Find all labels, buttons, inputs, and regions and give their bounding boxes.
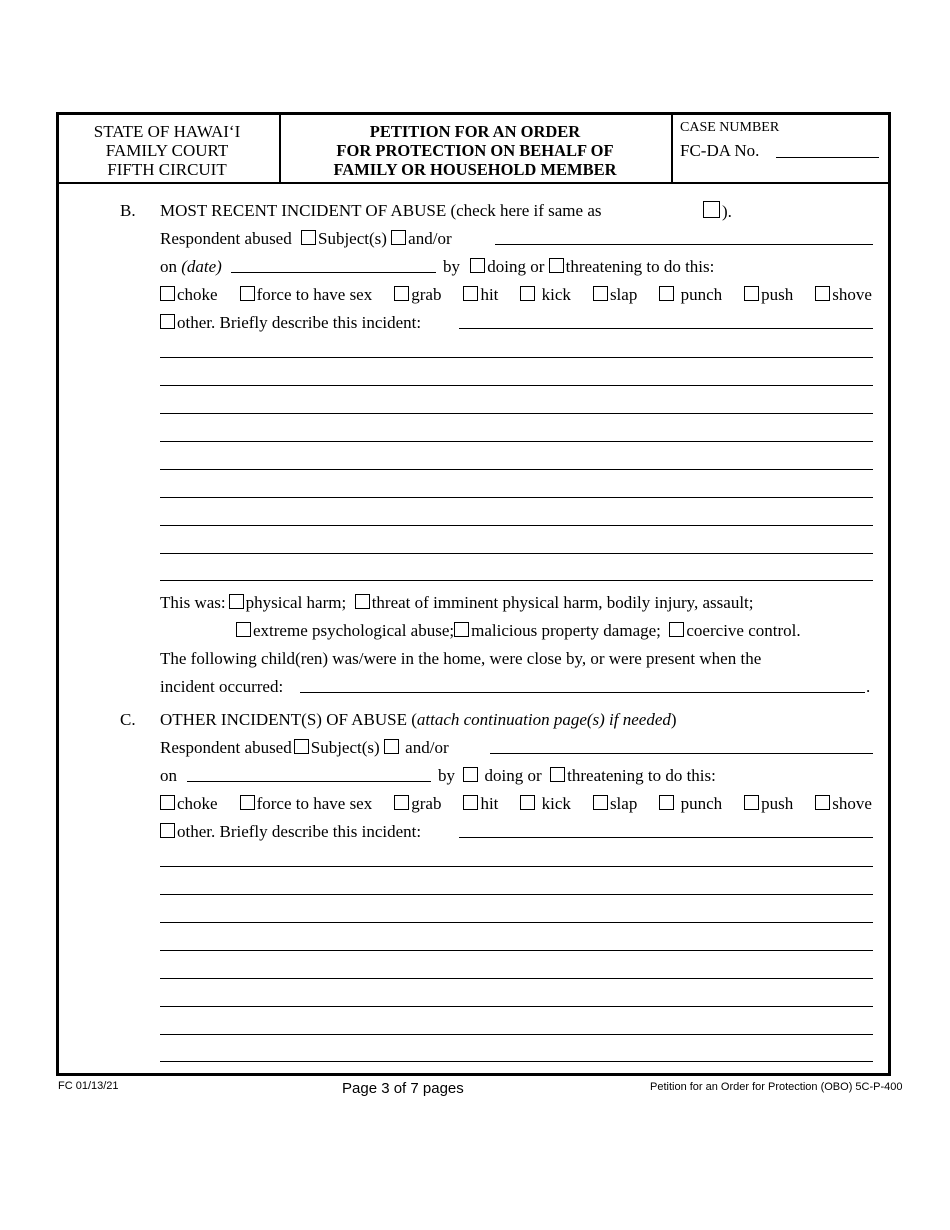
children-label: incident occurred:	[160, 677, 284, 696]
respondent-abused-label: Respondent abused	[160, 229, 292, 248]
act-checkbox[interactable]	[160, 286, 175, 301]
describe-line[interactable]	[160, 413, 873, 414]
act-option	[815, 794, 872, 814]
act-label: shove	[832, 794, 872, 813]
act-option	[394, 794, 441, 814]
other-label: other. Briefly describe this incident:	[177, 313, 422, 332]
act-option	[160, 794, 218, 814]
harm-label: coercive control.	[686, 621, 801, 640]
other-checkbox[interactable]	[160, 314, 175, 329]
harm-checkbox[interactable]	[669, 622, 684, 637]
children-text: The following child(ren) was/were in the home, were close by, or were present when the	[160, 649, 762, 668]
title-line: PETITION FOR AN ORDER	[369, 122, 581, 141]
respondent-abused-label: Respondent abused	[160, 738, 292, 757]
subjects-checkbox[interactable]	[294, 739, 309, 754]
act-label: hit	[480, 794, 499, 813]
header-divider	[279, 114, 281, 184]
by-row	[438, 766, 716, 786]
act-option	[744, 285, 793, 305]
and-or-checkbox[interactable]	[384, 739, 399, 754]
act-label: shove	[832, 285, 872, 304]
other-person-field[interactable]	[490, 753, 873, 754]
act-option	[659, 285, 722, 305]
act-label: punch	[680, 285, 723, 304]
act-checkbox[interactable]	[394, 286, 409, 301]
form-title: Petition for an Order for Protection (OBO) 5C-P-400	[650, 1081, 903, 1093]
harm-checkbox[interactable]	[454, 622, 469, 637]
date-field[interactable]	[187, 781, 431, 782]
act-label: hit	[480, 285, 499, 304]
acts-row	[160, 794, 872, 814]
act-checkbox[interactable]	[463, 795, 478, 810]
act-checkbox[interactable]	[520, 795, 535, 810]
act-checkbox[interactable]	[659, 795, 674, 810]
describe-line[interactable]	[160, 866, 873, 867]
act-checkbox[interactable]	[593, 795, 608, 810]
act-label: choke	[177, 794, 218, 813]
act-option	[815, 285, 872, 305]
this-was-label: This was:	[160, 593, 226, 612]
court-name	[60, 122, 274, 179]
describe-line[interactable]	[160, 357, 873, 358]
act-label: push	[761, 794, 794, 813]
doing-label: doing or	[487, 257, 545, 276]
act-checkbox[interactable]	[593, 286, 608, 301]
harm-checkbox[interactable]	[355, 594, 370, 609]
act-label: kick	[541, 285, 571, 304]
children-period: .	[866, 677, 871, 696]
other-row	[160, 822, 421, 842]
court-line: STATE OF HAWAI‘I	[93, 122, 241, 141]
case-number-field[interactable]	[776, 157, 879, 158]
describe-line[interactable]	[160, 580, 873, 581]
act-option	[463, 794, 498, 814]
act-label: kick	[541, 794, 571, 813]
subjects-label: Subject(s)	[310, 738, 380, 757]
describe-line[interactable]	[160, 497, 873, 498]
act-option	[394, 285, 441, 305]
act-checkbox[interactable]	[463, 286, 478, 301]
subjects-checkbox[interactable]	[301, 230, 316, 245]
section-c-heading	[160, 710, 677, 730]
act-option	[520, 285, 571, 305]
court-line: FAMILY COURT	[105, 141, 229, 160]
act-checkbox[interactable]	[240, 286, 255, 301]
harm-checkbox[interactable]	[236, 622, 251, 637]
act-checkbox[interactable]	[815, 286, 830, 301]
act-label: choke	[177, 285, 218, 304]
harm-row	[160, 593, 754, 613]
describe-line[interactable]	[160, 553, 873, 554]
act-option	[593, 794, 637, 814]
threatening-checkbox[interactable]	[550, 767, 565, 782]
act-option	[160, 285, 218, 305]
title-line: FAMILY OR HOUSEHOLD MEMBER	[333, 160, 617, 179]
describe-line[interactable]	[160, 922, 873, 923]
harm-label: malicious property damage;	[471, 621, 661, 640]
other-row	[160, 313, 421, 333]
subjects-label: Subject(s)	[317, 229, 387, 248]
describe-line[interactable]	[160, 894, 873, 895]
date-label: (date)	[181, 257, 222, 276]
case-prefix: FC-DA No.	[680, 141, 760, 160]
other-checkbox[interactable]	[160, 823, 175, 838]
same-as-row	[703, 201, 732, 222]
act-label: push	[761, 285, 794, 304]
other-person-field[interactable]	[495, 244, 873, 245]
describe-line[interactable]	[160, 469, 873, 470]
acts-row	[160, 285, 872, 305]
act-checkbox[interactable]	[520, 286, 535, 301]
act-label: punch	[680, 794, 723, 813]
describe-line[interactable]	[160, 1034, 873, 1035]
describe-line[interactable]	[160, 1061, 873, 1062]
act-label: force to have sex	[256, 794, 373, 813]
on-label: on	[160, 257, 177, 276]
act-label: slap	[609, 794, 638, 813]
act-option	[659, 794, 722, 814]
describe-field[interactable]	[459, 837, 873, 838]
act-option	[593, 285, 637, 305]
harm-label: threat of imminent physical harm, bodily injury, assault;	[371, 593, 754, 612]
threatening-label: threatening to do this:	[567, 766, 716, 785]
section-b-heading: MOST RECENT INCIDENT OF ABUSE (check here if same as	[160, 201, 602, 220]
on-date-label	[160, 257, 222, 277]
act-checkbox[interactable]	[240, 795, 255, 810]
describe-line[interactable]	[160, 950, 873, 951]
section-c-letter: C.	[120, 710, 136, 729]
doing-checkbox[interactable]	[463, 767, 478, 782]
doing-label: doing or	[484, 766, 542, 785]
case-number-label: CASE NUMBER	[680, 120, 780, 135]
form-code: FC 01/13/21	[58, 1080, 119, 1092]
act-option	[463, 285, 498, 305]
by-label: by	[438, 766, 455, 785]
describe-line[interactable]	[160, 441, 873, 442]
act-checkbox[interactable]	[744, 286, 759, 301]
and-or-label: and/or	[408, 229, 452, 248]
section-c-heading-text: OTHER INCIDENT(S) OF ABUSE (	[160, 710, 417, 729]
section-c-heading-note: attach continuation page(s) if needed	[416, 710, 671, 729]
by-label: by	[443, 257, 460, 276]
page-title	[282, 122, 668, 179]
describe-line[interactable]	[160, 1006, 873, 1007]
act-label: grab	[411, 794, 442, 813]
act-checkbox[interactable]	[394, 795, 409, 810]
act-option	[520, 794, 571, 814]
respondent-abused-row	[160, 229, 452, 249]
act-option	[744, 794, 793, 814]
children-field[interactable]	[300, 692, 865, 693]
harm-row-2	[236, 621, 801, 641]
act-label: force to have sex	[256, 285, 373, 304]
on-label: on	[160, 766, 177, 785]
and-or-label: and/or	[405, 738, 449, 757]
act-checkbox[interactable]	[659, 286, 674, 301]
act-option	[240, 794, 373, 814]
harm-label: extreme psychological abuse;	[253, 621, 455, 640]
threatening-label: threatening to do this:	[565, 257, 715, 276]
act-checkbox[interactable]	[160, 795, 175, 810]
act-label: grab	[411, 285, 442, 304]
act-option	[240, 285, 373, 305]
act-label: slap	[609, 285, 638, 304]
describe-field[interactable]	[459, 328, 873, 329]
harm-checkbox[interactable]	[229, 594, 244, 609]
page-number: Page 3 of 7 pages	[342, 1080, 464, 1097]
by-row	[443, 257, 714, 277]
respondent-abused-row	[160, 738, 449, 758]
describe-line[interactable]	[160, 385, 873, 386]
describe-line[interactable]	[160, 978, 873, 979]
header-divider	[671, 114, 673, 184]
section-b-letter: B.	[120, 201, 136, 220]
harm-label: physical harm;	[245, 593, 347, 612]
other-label: other. Briefly describe this incident:	[177, 822, 422, 841]
section-c-heading-close: )	[670, 710, 677, 729]
date-field[interactable]	[231, 272, 436, 273]
and-or-checkbox[interactable]	[391, 230, 406, 245]
doing-checkbox[interactable]	[470, 258, 485, 273]
court-line: FIFTH CIRCUIT	[107, 160, 227, 179]
heading-close: ).	[722, 202, 732, 221]
describe-line[interactable]	[160, 525, 873, 526]
act-checkbox[interactable]	[744, 795, 759, 810]
same-as-checkbox[interactable]	[703, 201, 720, 218]
title-line: FOR PROTECTION ON BEHALF OF	[336, 141, 614, 160]
act-checkbox[interactable]	[815, 795, 830, 810]
threatening-checkbox[interactable]	[549, 258, 564, 273]
